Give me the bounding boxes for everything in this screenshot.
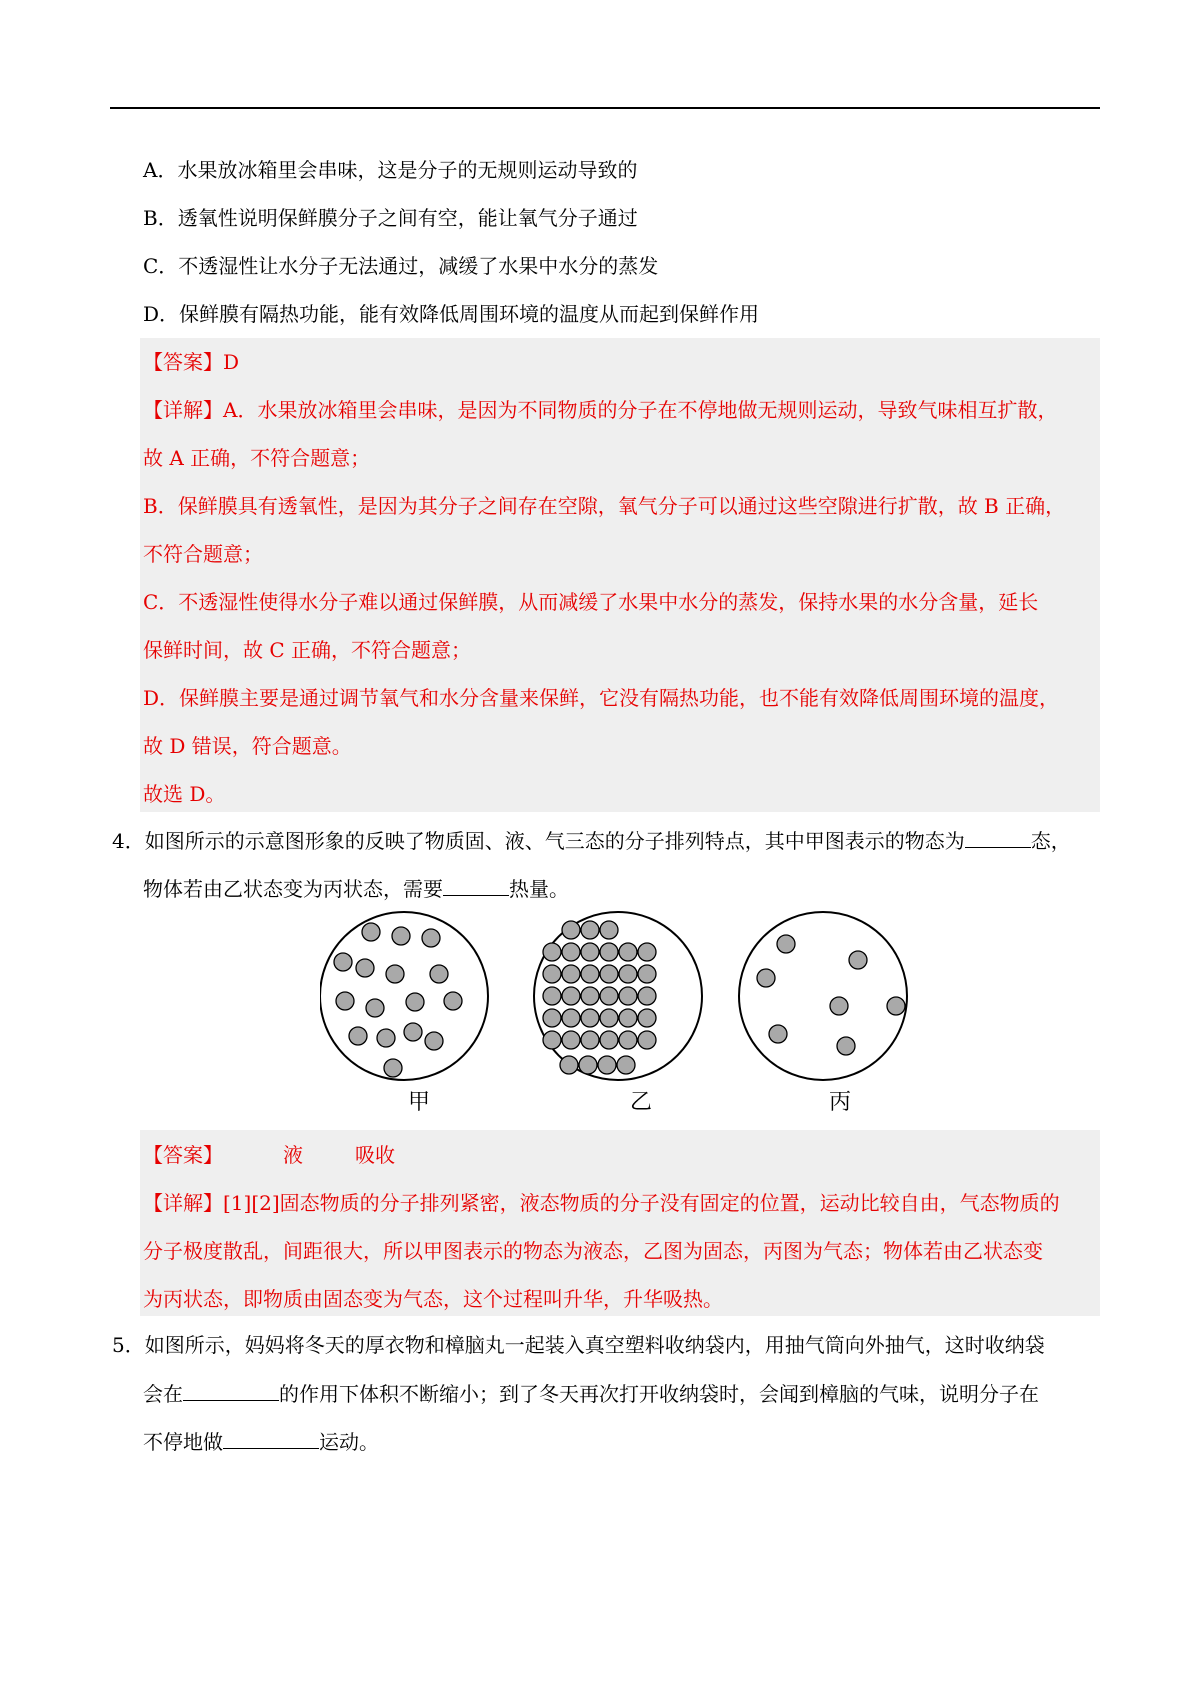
solid-molecule xyxy=(638,943,656,961)
answer-value-1: 液 xyxy=(283,1143,303,1167)
liquid-molecule xyxy=(430,965,448,983)
solid-molecule xyxy=(600,1009,618,1027)
liquid-molecule xyxy=(392,927,410,945)
answer-value-2: 吸收 xyxy=(355,1143,395,1167)
liquid-circle xyxy=(320,912,488,1080)
solid-molecule xyxy=(619,1009,637,1027)
detail-tag: 【详解】 xyxy=(143,398,223,422)
answer-blank-3[interactable] xyxy=(183,1378,279,1401)
q3-detail-line-9: 故选 D。 xyxy=(143,782,226,806)
q3-detail-line-6: 保鲜时间，故 C 正确，不符合题意； xyxy=(143,638,472,662)
solid-molecule xyxy=(638,1031,656,1049)
q4-text-end: 态， xyxy=(1030,829,1071,853)
q4-line-1 xyxy=(112,825,1071,856)
liquid-molecule xyxy=(444,992,462,1010)
solid-molecule xyxy=(600,1031,618,1049)
solid-molecule xyxy=(600,943,618,961)
solid-molecule xyxy=(600,921,618,939)
answer-tag: 【答案】 xyxy=(143,350,223,374)
solid-molecule xyxy=(598,1056,616,1074)
solid-molecule xyxy=(562,987,580,1005)
gas-molecule xyxy=(777,935,795,953)
q3-detail-line-5: C．不透湿性使得水分子难以通过保鲜膜，从而减缓了水果中水分的蒸发，保持水果的水分含量，延长 xyxy=(143,590,1039,614)
solid-molecule xyxy=(579,1056,597,1074)
gas-molecule xyxy=(849,951,867,969)
caption-yi: 乙 xyxy=(630,1090,653,1115)
gas-molecule xyxy=(887,997,905,1015)
solid-molecule xyxy=(543,987,561,1005)
q3-detail-line-7: D．保鲜膜主要是通过调节氧气和水分含量来保鲜，它没有隔热功能，也不能有效降低周围环境的温度， xyxy=(143,686,1060,710)
q5-text: 不停地做 xyxy=(143,1430,223,1454)
gas-molecule xyxy=(830,997,848,1015)
q3-detail-line-4: 不符合题意； xyxy=(143,542,263,566)
solid-molecule xyxy=(638,1009,656,1027)
solid-molecule xyxy=(543,965,561,983)
liquid-molecule xyxy=(349,1027,367,1045)
solid-molecule xyxy=(581,1031,599,1049)
option-a: A．水果放冰箱里会串味，这是分子的无规则运动导致的 xyxy=(143,158,638,182)
liquid-molecule xyxy=(384,1059,402,1077)
solid-molecule xyxy=(638,965,656,983)
q4-text: 物体若由乙状态变为丙状态，需要 xyxy=(143,877,443,901)
gas-circle xyxy=(739,912,907,1080)
solid-molecule xyxy=(562,943,580,961)
answer-blank-4[interactable] xyxy=(223,1426,319,1449)
gas-molecule xyxy=(757,969,775,987)
q3-answer xyxy=(143,347,239,377)
liquid-molecule xyxy=(386,965,404,983)
solid-molecule xyxy=(638,987,656,1005)
q4-answer xyxy=(143,1140,395,1170)
answer-value: D xyxy=(223,350,240,374)
liquid-molecule xyxy=(406,993,424,1011)
solid-molecule xyxy=(562,1031,580,1049)
solid-molecule xyxy=(581,921,599,939)
answer-tag: 【答案】 xyxy=(143,1143,223,1167)
q5-line-2 xyxy=(143,1378,1039,1409)
solid-molecule xyxy=(543,1031,561,1049)
solid-molecule xyxy=(560,1056,578,1074)
q5-text: 会在 xyxy=(143,1382,183,1406)
liquid-molecule xyxy=(404,1023,422,1041)
liquid-molecule xyxy=(425,1032,443,1050)
detail-tag: 【详解】 xyxy=(143,1191,223,1215)
liquid-molecule xyxy=(334,953,352,971)
q4-text-end: 热量。 xyxy=(509,877,569,901)
detail-text: A．水果放冰箱里会串味，是因为不同物质的分子在不停地做无规则运动，导致气味相互扩散， xyxy=(223,398,1058,422)
liquid-molecule xyxy=(377,1029,395,1047)
q5-line-3 xyxy=(143,1426,379,1457)
solid-molecule xyxy=(543,943,561,961)
q4-text: 4．如图所示的示意图形象的反映了物质固、液、气三态的分子排列特点，其中甲图表示的物态为 xyxy=(112,829,965,853)
solid-circle xyxy=(534,912,702,1080)
solid-molecule xyxy=(581,1009,599,1027)
answer-blank-2[interactable] xyxy=(443,873,509,896)
header-rule xyxy=(110,107,1100,109)
solid-molecule xyxy=(581,965,599,983)
gas-molecule xyxy=(837,1037,855,1055)
detail-text: [1][2]固态物质的分子排列紧密，液态物质的分子没有固定的位置，运动比较自由，气态物质的 xyxy=(223,1191,1060,1215)
solid-molecule xyxy=(562,921,580,939)
liquid-molecule xyxy=(422,929,440,947)
solid-molecule xyxy=(619,987,637,1005)
solid-molecule xyxy=(562,965,580,983)
q5-text-end: 的作用下体积不断缩小；到了冬天再次打开收纳袋时，会闻到樟脑的气味，说明分子在 xyxy=(279,1382,1039,1406)
q3-detail-line-2: 故 A 正确，不符合题意； xyxy=(143,446,371,470)
solid-molecule xyxy=(581,987,599,1005)
q3-detail-line-8: 故 D 错误，符合题意。 xyxy=(143,734,352,758)
solid-molecule xyxy=(600,965,618,983)
caption-jia: 甲 xyxy=(408,1090,431,1115)
liquid-molecule xyxy=(362,923,380,941)
q4-detail-line-1 xyxy=(143,1188,1060,1218)
q3-detail-line-3: B．保鲜膜具有透氧性，是因为其分子之间存在空隙，氧气分子可以通过这些空隙进行扩散，故 B 正确， xyxy=(143,494,1066,518)
option-c: C．不透湿性让水分子无法通过，减缓了水果中水分的蒸发 xyxy=(143,254,659,278)
solid-molecule xyxy=(562,1009,580,1027)
q3-detail-line-1 xyxy=(143,395,1057,425)
solid-molecule xyxy=(581,943,599,961)
q4-line-2 xyxy=(143,873,569,904)
q4-detail-line-2: 分子极度散乱，间距很大，所以甲图表示的物态为液态，乙图为固态，丙图为气态；物体若由乙状态变 xyxy=(143,1239,1043,1263)
option-d: D．保鲜膜有隔热功能，能有效降低周围环境的温度从而起到保鲜作用 xyxy=(143,302,760,326)
q4-detail-line-3: 为丙状态，即物质由固态变为气态，这个过程叫升华，升华吸热。 xyxy=(143,1287,723,1311)
q5-text-end: 运动。 xyxy=(319,1430,379,1454)
answer-blank-1[interactable] xyxy=(965,825,1031,848)
solid-molecule xyxy=(600,987,618,1005)
solid-molecule xyxy=(619,965,637,983)
solid-molecule xyxy=(543,1009,561,1027)
q5-line-1: 5．如图所示，妈妈将冬天的厚衣物和樟脑丸一起装入真空塑料收纳袋内，用抽气筒向外抽气，这时收纳袋 xyxy=(112,1333,1045,1357)
solid-molecule xyxy=(617,1056,635,1074)
liquid-molecule xyxy=(336,992,354,1010)
solid-molecule xyxy=(619,943,637,961)
gas-molecule xyxy=(769,1025,787,1043)
caption-bing: 丙 xyxy=(829,1090,852,1115)
liquid-molecule xyxy=(366,999,384,1017)
option-b: B．透氧性说明保鲜膜分子之间有空，能让氧气分子通过 xyxy=(143,206,638,230)
solid-molecule xyxy=(619,1031,637,1049)
liquid-molecule xyxy=(356,959,374,977)
